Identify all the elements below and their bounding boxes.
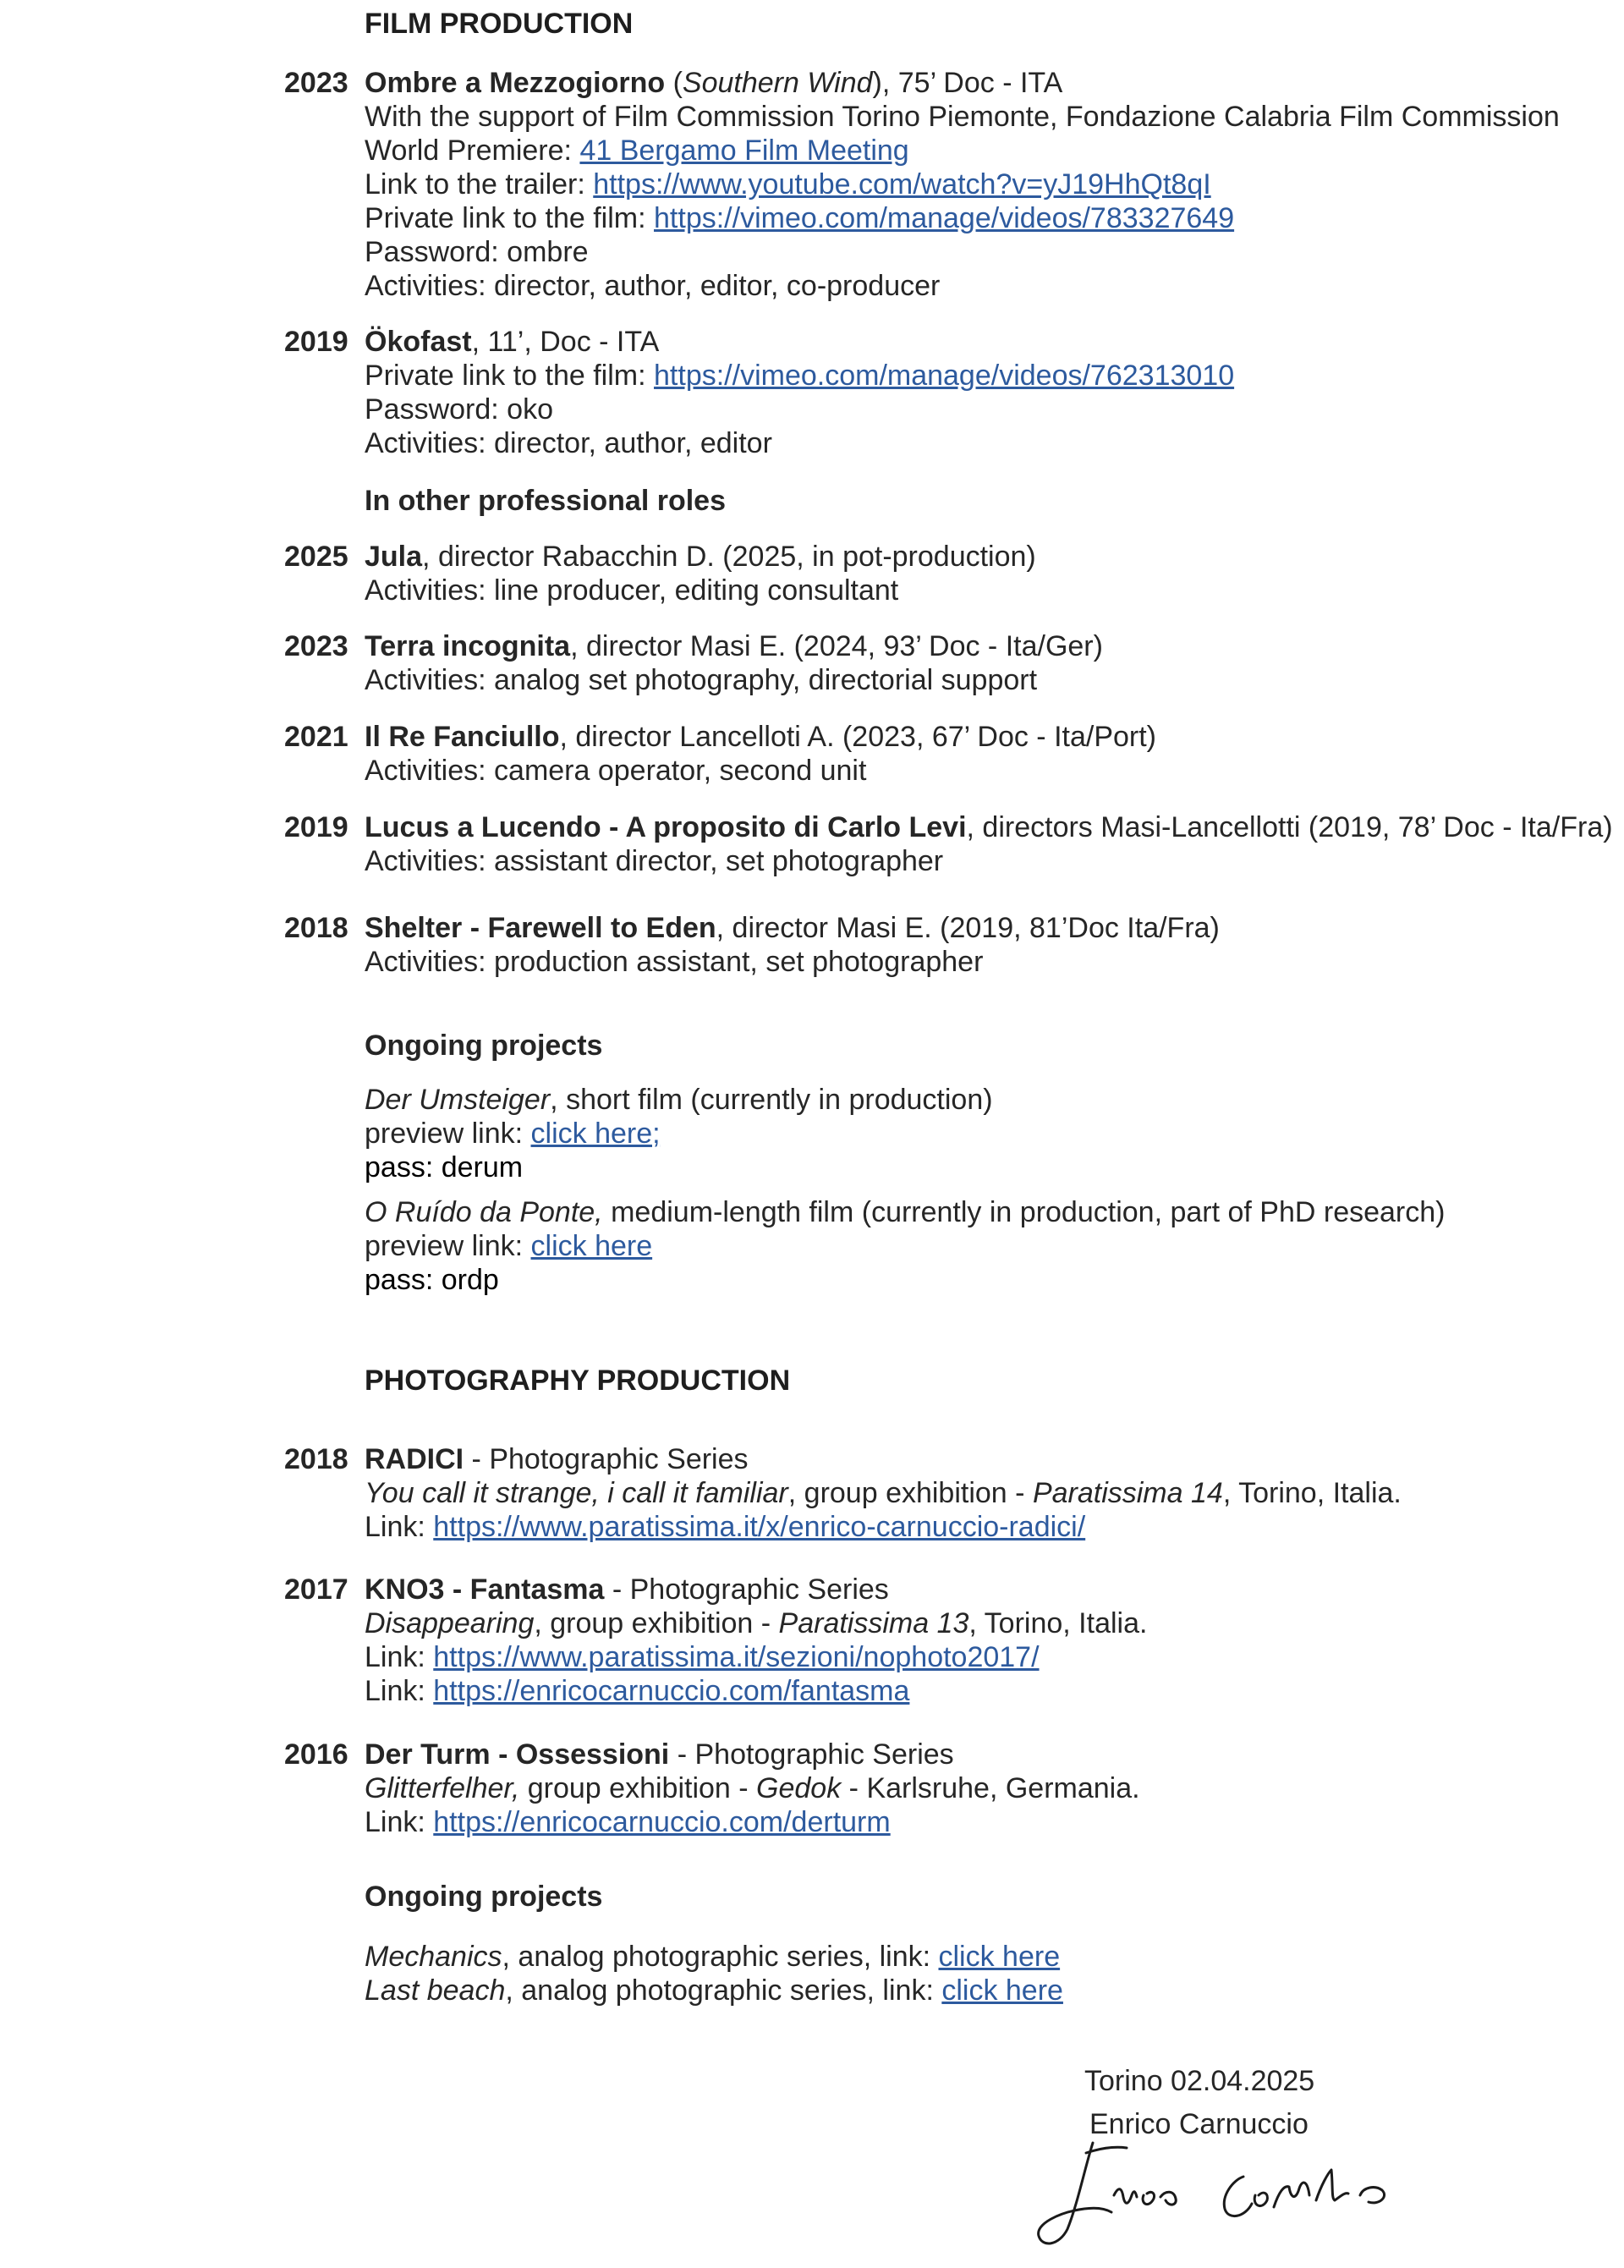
project-title: O Ruído da Ponte,: [365, 1196, 603, 1228]
handwritten-signature: [1034, 2136, 1423, 2254]
place-date: Torino 02.04.2025: [1084, 2065, 1315, 2097]
role-entry: 2018 Shelter - Farewell to Eden, director Masi E. (2019, 81’Doc Ita/Fra) Activities: production assistant, set photographer: [284, 911, 1604, 979]
password-text: Password: ombre: [365, 236, 589, 268]
ongoing-photo-list: [284, 1940, 1604, 2007]
ongoing-photo-item: Last beach, analog photographic series, link: click here: [365, 1974, 1063, 2007]
entry-title: Lucus a Lucendo - A proposito di Carlo Levi: [365, 811, 967, 843]
entry-year: 2018: [284, 1443, 348, 1475]
photography-production-heading: PHOTOGRAPHY PRODUCTION: [365, 1365, 791, 1397]
support-text: With the support of Film Commission Torino Piemonte, Fondazione Calabria Film Commission: [365, 101, 1560, 133]
entry-title: Il Re Fanciullo: [365, 721, 560, 753]
photo-entry: 2016 Der Turm - Ossessioni - Photographic Series Glitterfelher, group exhibition - Gedok - Karlsruhe, Germania. Link: https://enricocarnuccio.com/derturm: [284, 1738, 1140, 1838]
film-production-heading: FILM PRODUCTION: [365, 8, 634, 40]
other-roles-heading: In other professional roles: [365, 485, 726, 517]
ongoing-photo-heading: Ongoing projects: [365, 1881, 603, 1913]
project-link[interactable]: click here: [941, 1974, 1063, 2007]
password-text: Password: oko: [365, 393, 553, 426]
entry-title: Ökofast: [365, 326, 472, 358]
activities-text: Activities: camera operator, second unit: [365, 755, 867, 787]
entry-title-italic: Southern Wind: [682, 67, 873, 99]
activities-text: Activities: director, author, editor: [365, 427, 772, 459]
preview-link[interactable]: click here: [530, 1230, 653, 1262]
entry-title: Terra incognita: [365, 630, 571, 662]
private-film-link[interactable]: https://vimeo.com/manage/videos/783327649: [654, 202, 1235, 234]
pass-text: pass: ordp: [365, 1264, 499, 1296]
role-entry: 2025 Jula, director Rabacchin D. (2025, in pot-production) Activities: line producer, editing consultant: [284, 540, 1604, 607]
ongoing-film-entry: Der Umsteiger, short film (currently in production) preview link: click here; pass: derum: [284, 1083, 1604, 1184]
series-link[interactable]: https://www.paratissima.it/x/enrico-carnuccio-radici/: [433, 1511, 1086, 1543]
entry-title: Shelter - Farewell to Eden: [365, 912, 716, 944]
photo-entry: 2017 KNO3 - Fantasma - Photographic Series Disappearing, group exhibition - Paratissima 13, Torino, Italia. Link: https://www.paratissima.it/sezioni/nophoto2017/ Link: https://enricocarnuccio.com/fantasma: [284, 1573, 1148, 1707]
premiere-link[interactable]: 41 Bergamo Film Meeting: [579, 135, 909, 167]
series-link[interactable]: https://enricocarnuccio.com/fantasma: [433, 1675, 910, 1707]
role-entry: 2019 Lucus a Lucendo - A proposito di Carlo Levi, directors Masi-Lancellotti (2019, 78’ Doc - Ita/Fra) Activities: assistant director, set photographer: [284, 811, 1613, 877]
entry-title: KNO3 - Fantasma: [365, 1573, 605, 1606]
entry-title: Jula: [365, 541, 423, 573]
ongoing-photo-item: Mechanics, analog photographic series, link: click here: [365, 1941, 1061, 1973]
film-entry: 2023 Ombre a Mezzogiorno (Southern Wind), 75’ Doc - ITA With the support of Film Commission Torino Piemonte, Fondazione Calabria Film Commission World Premiere: 41 Bergamo Film Meeting Link to the trailer: https://www.youtube.com/watch?v=yJ19HhQt8qI Private link to the film: https://vimeo.com/manage/videos/783327649 Password: ombre Activities: director, author, editor, co-producer: [284, 66, 1604, 303]
entry-title: RADICI: [365, 1443, 464, 1475]
entry-year: 2021: [284, 721, 348, 753]
private-film-link[interactable]: https://vimeo.com/manage/videos/762313010: [654, 360, 1235, 392]
activities-text: Activities: director, author, editor, co-producer: [365, 270, 941, 302]
entry-year: 2016: [284, 1738, 348, 1771]
entry-year: 2023: [284, 67, 348, 99]
project-link[interactable]: click here: [938, 1941, 1061, 1973]
trailer-link[interactable]: https://www.youtube.com/watch?v=yJ19HhQt8qI: [593, 168, 1211, 200]
film-entry: 2019 Ökofast, 11’, Doc - ITA Private link to the film: https://vimeo.com/manage/videos/762313010 Password: oko Activities: director, author, editor: [284, 325, 1604, 460]
series-link[interactable]: https://enricocarnuccio.com/derturm: [433, 1806, 891, 1838]
activities-text: Activities: analog set photography, directorial support: [365, 664, 1038, 696]
entry-year: 2019: [284, 326, 348, 358]
entry-title: Ombre a Mezzogiorno: [365, 67, 666, 99]
entry-year: 2019: [284, 811, 348, 843]
entry-year: 2023: [284, 630, 348, 662]
ongoing-film-entry: O Ruído da Ponte, medium-length film (currently in production, part of PhD research) preview link: click here pass: ordp: [284, 1195, 1604, 1297]
ongoing-film-heading: Ongoing projects: [365, 1030, 603, 1062]
role-entry: 2023 Terra incognita, director Masi E. (2024, 93’ Doc - Ita/Ger) Activities: analog set photography, directorial support: [284, 629, 1604, 697]
project-title: Der Umsteiger: [365, 1084, 551, 1116]
role-entry: 2021 Il Re Fanciullo, director Lancelloti A. (2023, 67’ Doc - Ita/Port) Activities: camera operator, second unit: [284, 720, 1604, 788]
activities-text: Activities: assistant director, set photographer: [365, 845, 944, 877]
author-name: Enrico Carnuccio: [1089, 2108, 1309, 2140]
pass-text: pass: derum: [365, 1151, 524, 1183]
entry-year: 2025: [284, 541, 348, 573]
photo-entry: 2018 RADICI - Photographic Series You call it strange, i call it familiar, group exhibition - Paratissima 14, Torino, Italia. Link: https://www.paratissima.it/x/enrico-carnuccio-radici/: [284, 1443, 1402, 1543]
entry-year: 2018: [284, 912, 348, 944]
preview-link[interactable]: click here;: [530, 1118, 661, 1150]
entry-title: Der Turm - Ossessioni: [365, 1738, 670, 1771]
activities-text: Activities: production assistant, set photographer: [365, 946, 984, 978]
series-link[interactable]: https://www.paratissima.it/sezioni/nophoto2017/: [433, 1641, 1040, 1673]
entry-year: 2017: [284, 1573, 348, 1606]
activities-text: Activities: line producer, editing consultant: [365, 574, 899, 607]
